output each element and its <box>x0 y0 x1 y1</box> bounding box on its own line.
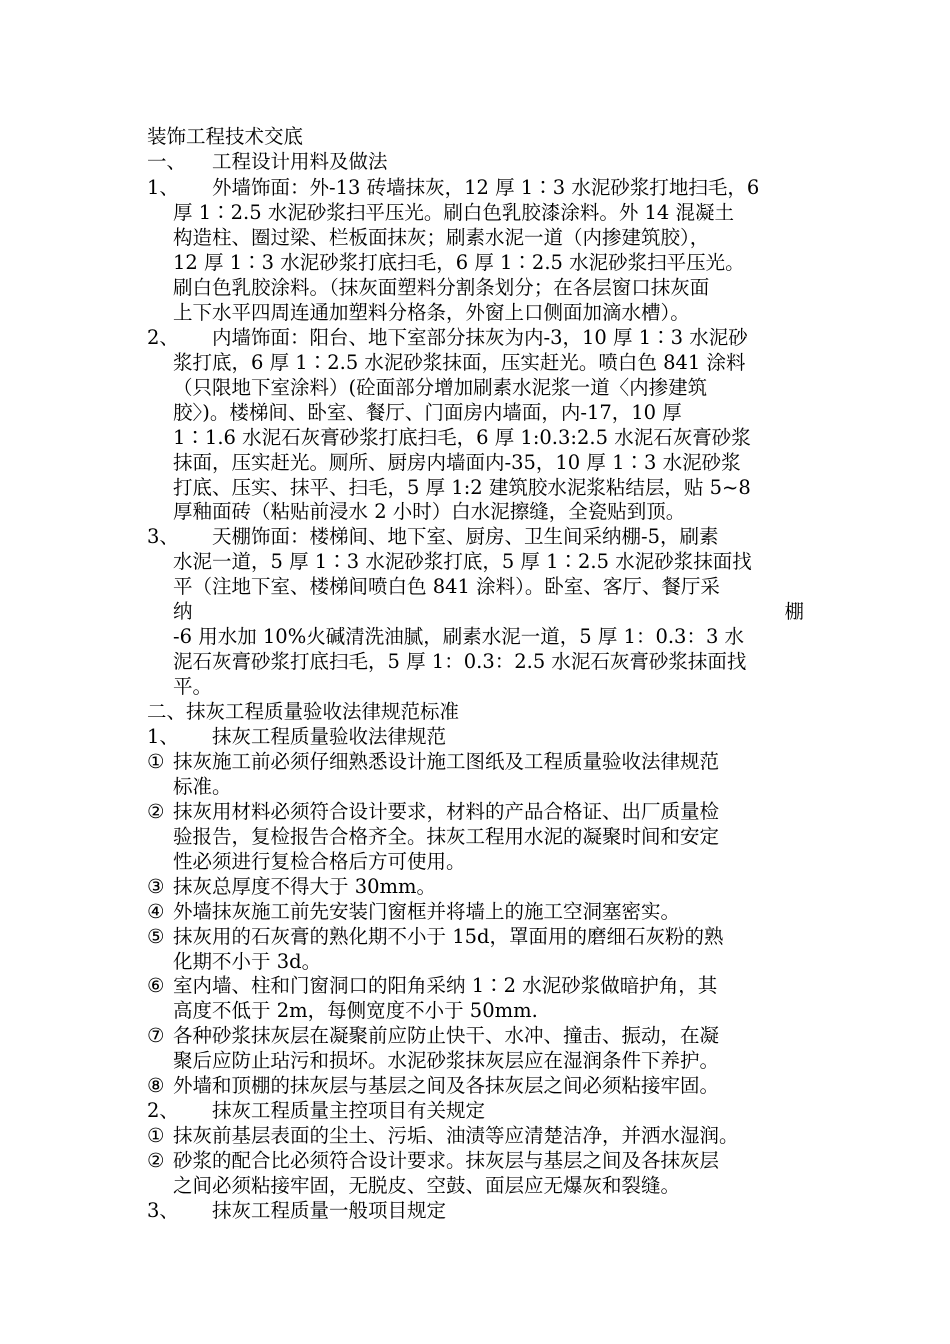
item-1-line: 构造柱、圈过梁、栏板面抹灰；刷素水泥一道（内掺建筑胶）， <box>173 226 710 249</box>
list-item-line: 各种砂浆抹灰层在凝聚前应防止快干、水冲、撞击、振动，在凝 <box>173 1024 720 1047</box>
list-item-line: 性必须进行复检合格后方可使用。 <box>173 850 466 873</box>
list-item-line: 标准。 <box>173 775 232 798</box>
list-marker: ⑦ <box>147 1024 165 1047</box>
list-item-line: 抹灰施工前必须仔细熟悉设计施工图纸及工程质量验收法律规范 <box>173 750 720 773</box>
list-marker: ② <box>147 800 165 823</box>
item-3-number: 3、 <box>147 525 179 548</box>
list-item-line: 高度不低于 2m，每侧宽度不小于 50mm. <box>173 999 538 1022</box>
subsection-3-number: 3、 <box>147 1199 179 1222</box>
item-2-number: 2、 <box>147 326 179 349</box>
item-2-line: 浆打底，6 厚 1∶2.5 水泥砂浆抹面，压实赶光。喷白色 841 涂料 <box>173 351 746 374</box>
subsection-1-number: 1、 <box>147 725 179 748</box>
subsection-1-title: 抹灰工程质量验收法律规范 <box>212 725 447 748</box>
list-marker: ⑧ <box>147 1074 165 1097</box>
list-item-line: 抹灰用的石灰膏的熟化期不小于 15d，罩面用的磨细石灰粉的熟 <box>173 925 724 948</box>
section-1-number: 一、 <box>147 150 187 173</box>
list-item-line: 之间必须粘接牢固，无脱皮、空鼓、面层应无爆灰和裂缝。 <box>173 1174 681 1197</box>
list-item-line: 抹灰用材料必须符合设计要求，材料的产品合格证、出厂质量检 <box>173 800 720 823</box>
item-1-number: 1、 <box>147 176 179 199</box>
list-item-line: 砂浆的配合比必须符合设计要求。抹灰层与基层之间及各抹灰层 <box>173 1149 720 1172</box>
subsection-2-number: 2、 <box>147 1099 179 1122</box>
list-item-line: 室内墙、柱和门窗洞口的阳角采纳 1∶2 水泥砂浆做暗护角，其 <box>173 974 718 997</box>
item-3-line: -6 用水加 10%火碱清洗油腻，刷素水泥一道，5 厚 1：0.3：3 水 <box>173 625 745 648</box>
item-1-line: 上下水平四周连通加塑料分格条，外窗上口侧面加滴水槽）。 <box>173 301 690 324</box>
item-2-line: 胶〉)。楼梯间、卧室、餐厅、门面房内墙面，内-17，10 厚 <box>173 401 682 424</box>
item-2-line: 1∶1.6 水泥石灰膏砂浆打底扫毛，6 厚 1:0.3:2.5 水泥石灰膏砂浆 <box>173 426 751 449</box>
list-marker: ① <box>147 750 165 773</box>
item-2-line: 打底、压实、抹平、扫毛，5 厚 1:2 建筑胶水泥浆粘结层，贴 5~8 <box>173 476 751 499</box>
document-title: 装饰工程技术交底 <box>147 125 304 148</box>
item-3-line: 泥石灰膏砂浆打底扫毛，5 厚 1：0.3：2.5 水泥石灰膏砂浆抹面找 <box>173 650 747 673</box>
list-item-line: 抹灰前基层表面的尘土、污垢、油渍等应清楚洁净，并洒水湿润。 <box>173 1124 739 1147</box>
list-marker: ④ <box>147 900 165 923</box>
list-marker: ② <box>147 1149 165 1172</box>
item-2-line: 厚釉面砖（粘贴前浸水 2 小时）白水泥擦缝，全瓷贴到顶。 <box>173 500 686 523</box>
list-marker: ③ <box>147 875 165 898</box>
list-marker: ① <box>147 1124 165 1147</box>
item-1-line: 厚 1∶2.5 水泥砂浆扫平压光。刷白色乳胶漆涂料。外 14 混凝土 <box>173 201 735 224</box>
item-3-first-line: 天棚饰面：楼梯间、地下室、厨房、卫生间采纳棚-5，刷素 <box>212 525 719 548</box>
item-3-line: 平（注地下室、楼梯间喷白色 841 涂料）。卧室、客厅、餐厅采 <box>173 575 720 598</box>
item-3-split-left: 纳 <box>173 600 193 623</box>
item-2-line: （只限地下室涂料）(砼面部分增加刷素水泥浆一道〈内掺建筑 <box>173 376 708 399</box>
list-item-line: 外墙抹灰施工前先安装门窗框并将墙上的施工空洞塞密实。 <box>173 900 681 923</box>
section-1-heading: 工程设计用料及做法 <box>212 150 388 173</box>
list-marker: ⑥ <box>147 974 165 997</box>
list-item-line: 聚后应防止玷污和损坏。水泥砂浆抹灰层应在湿润条件下养护。 <box>173 1049 720 1072</box>
item-1-first-line: 外墙饰面：外-13 砖墙抹灰，12 厚 1∶3 水泥砂浆打地扫毛，6 <box>212 176 760 199</box>
list-item-line: 验报告，复检报告合格齐全。抹灰工程用水泥的凝聚时间和安定 <box>173 825 720 848</box>
section-2-heading: 二、抹灰工程质量验收法律规范标准 <box>147 700 460 723</box>
item-3-justified-line <box>173 600 804 625</box>
item-2-line: 抹面，压实赶光。厕所、厨房内墙面内-35，10 厚 1∶3 水泥砂浆 <box>173 451 741 474</box>
list-marker: ⑤ <box>147 925 165 948</box>
list-item-line: 化期不小于 3d。 <box>173 950 322 973</box>
item-3-line: 水泥一道，5 厚 1∶3 水泥砂浆打底，5 厚 1∶2.5 水泥砂浆抹面找 <box>173 550 752 573</box>
item-3-line: 平。 <box>173 675 213 698</box>
item-1-line: 刷白色乳胶涂料。（抹灰面塑料分割条划分；在各层窗口抹灰面 <box>173 276 710 299</box>
item-1-line: 12 厚 1∶3 水泥砂浆打底扫毛，6 厚 1∶2.5 水泥砂浆扫平压光。 <box>173 251 745 274</box>
subsection-2-title: 抹灰工程质量主控项目有关规定 <box>212 1099 486 1122</box>
item-3-split-right: 棚 <box>784 600 804 623</box>
subsection-3-title: 抹灰工程质量一般项目规定 <box>212 1199 447 1222</box>
list-item-line: 外墙和顶棚的抹灰层与基层之间及各抹灰层之间必须粘接牢固。 <box>173 1074 720 1097</box>
list-item-line: 抹灰总厚度不得大于 30mm。 <box>173 875 436 898</box>
item-2-first-line: 内墙饰面：阳台、地下室部分抹灰为内-3，10 厚 1∶3 水泥砂 <box>212 326 748 349</box>
